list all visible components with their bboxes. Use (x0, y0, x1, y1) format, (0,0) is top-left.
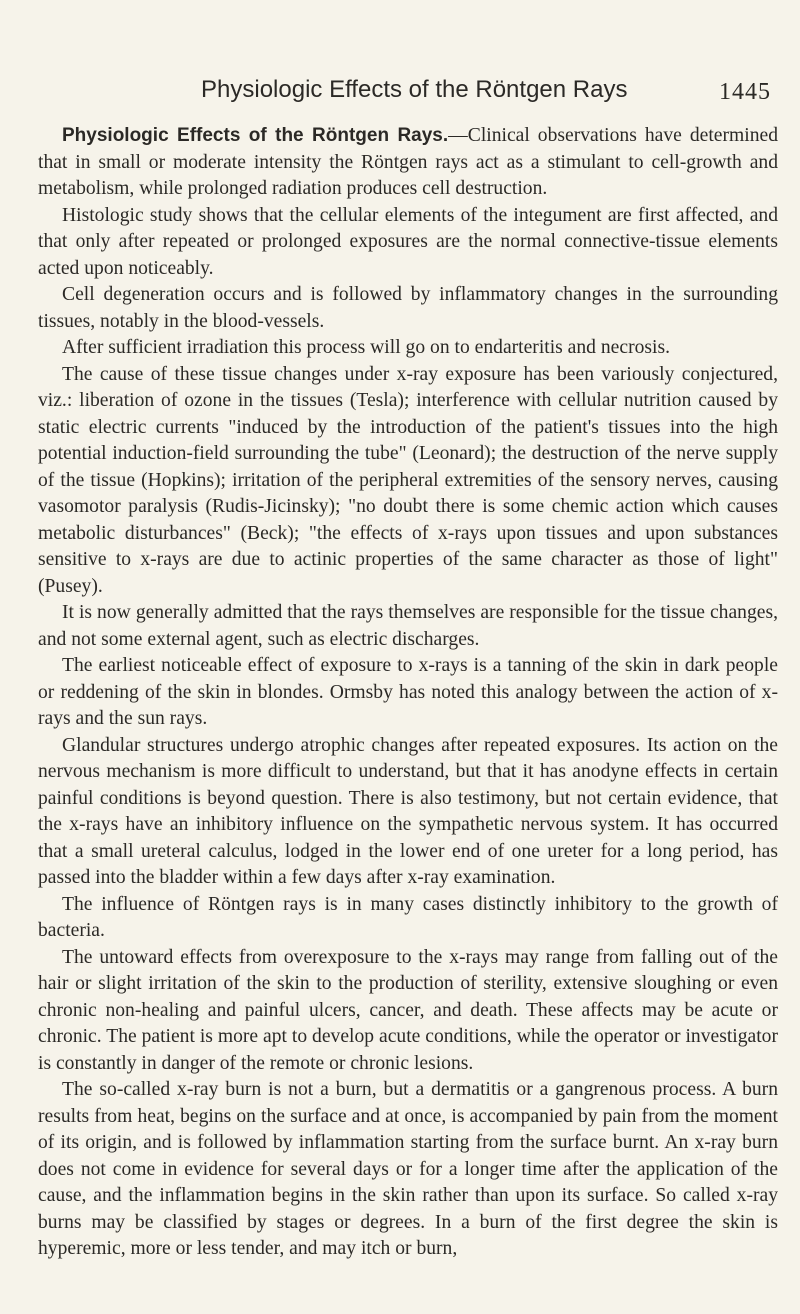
body-text (38, 123, 778, 1263)
paragraph-7: The earliest noticeable effect of exposure to x-rays is a tanning of the skin in dark people or reddening of the skin in blondes. Ormsby has noted this analogy between the action of x-rays and the sun rays. (38, 655, 778, 729)
section-heading: Physiologic Effects of the Röntgen Rays. (62, 125, 449, 146)
paragraph-1 (38, 123, 778, 203)
paragraph-6: It is now generally admitted that the rays themselves are responsible for the tissue changes, and not some external agent, such as electric discharges. (38, 602, 778, 650)
running-head (38, 70, 778, 110)
paragraph-3: Cell degeneration occurs and is followed by inflammatory changes in the surrounding tissues, notably in the blood-vessels. (38, 284, 778, 332)
document-page (38, 70, 778, 1263)
paragraph-2: Histologic study shows that the cellular elements of the integument are first affected, and that only after repeated or prolonged exposures are the normal connective-tissue elements acted upon noticeably. (38, 204, 778, 279)
paragraph-11: The so-called x-ray burn is not a burn, but a dermatitis or a gangrenous process. A burn results from heat, begins on the surface and at once, is accompanied by pain from the moment of its origin, and is followed by inflammation starting from the surface burnt. An x-ray burn does not come in evidence for several days or for a longer time after the application of the cause, and the inflammation begins in the skin rather than upon its surface. So called x-ray burns may be classified by stages or degrees. In a burn of the first degree the skin is hyperemic, more or less tender, and may itch or burn, (38, 1079, 778, 1259)
paragraph-10: The untoward effects from overexposure to the x-rays may range from falling out of the hair or slight irritation of the skin to the production of sterility, extensive sloughing or even chronic non-healing and painful ulcers, cancer, and death. These affects may be acute or chronic. The patient is more apt to develop acute conditions, while the operator or investigator is constantly in danger of the remote or chronic lesions. (38, 946, 778, 1074)
paragraph-5: The cause of these tissue changes under x-ray exposure has been variously conjectured, viz.: liberation of ozone in the tissues (Tesla); interference with cellular nutrition caused by static electric currents "induced by the introduction of the patient's tissues into the high potential induction-field surrounding the tube" (Leonard); the destruction of the nerve supply of the tissue (Hopkins); irritation of the peripheral extremities of the sensory nerves, causing vasomotor paralysis (Rudis-Jicinsky); "no doubt there is some chemic action which causes metabolic disturbances" (Beck); "the effects of x-rays upon tissues and upon substances sensitive to x-rays are due to actinic properties of the same character as those of light" (Pusey). (38, 363, 778, 597)
running-title: Physiologic Effects of the Röntgen Rays (201, 76, 628, 103)
paragraph-9: The influence of Röntgen rays is in many cases distinctly inhibitory to the growth of bacteria. (38, 893, 778, 941)
paragraph-8: Glandular structures undergo atrophic changes after repeated exposures. Its action on the nervous mechanism is more difficult to understand, but that it has anodyne effects in certain painful conditions is beyond question. There is also testimony, but not certain evidence, that the x-rays have an inhibitory influence on the sympathetic nervous system. It has occurred that a small ureteral calculus, lodged in the lower end of one ureter for a long period, has passed into the bladder within a few days after x-ray examination. (38, 734, 778, 888)
paragraph-1-text: —Clinical observations have determined that in small or moderate intensity the Röntgen rays act as a stimulant to cell-growth and metabolism, while prolonged radiation produces cell destruction. (38, 125, 778, 199)
paragraph-4: After sufficient irradiation this process will go on to endarteritis and necrosis. (62, 337, 670, 358)
page-number: 1445 (719, 79, 771, 105)
